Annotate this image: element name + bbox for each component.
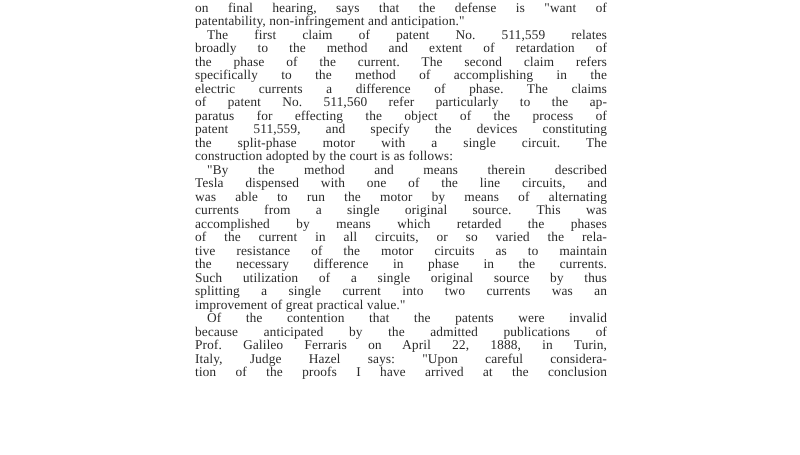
text-line: patentability, non-infringement and anticipation.": [195, 13, 465, 28]
text-line: the necessary difference in phase in the currents.: [195, 256, 607, 271]
text-line: accomplished by means which retarded the phases: [195, 215, 607, 231]
text-line: specifically to the method of accomplishing in the: [195, 67, 607, 82]
text-column: [195, 0, 607, 379]
text-line: of the current in all circuits, or so varied the rela-: [195, 229, 607, 244]
text-line: splitting a single current into two currents was an: [195, 283, 607, 298]
text-line: broadly to the method and extent of retardation of: [195, 40, 607, 55]
text-line: was able to run the motor by means of alternating: [195, 188, 607, 204]
text-line: Such utilization of a single original source by thus: [195, 269, 607, 285]
text-line: currents from a single original source. This was: [195, 202, 607, 217]
text-line: tive resistance of the motor circuits as to maintain: [195, 242, 607, 258]
text-line: tion of the proofs I have arrived at the conclusion: [195, 364, 607, 379]
text-line: improvement of great practical value.": [195, 296, 406, 312]
text-line: Tesla dispensed with one of the line circuits, and: [195, 175, 607, 190]
text-line: Of the contention that the patents were invalid: [207, 310, 607, 325]
text-line: the phase of the current. The second claim refers: [195, 53, 607, 69]
text-line: The first claim of patent No. 511,559 relates: [207, 26, 607, 42]
text-line: "By the method and means therein described: [207, 161, 607, 177]
text-line: construction adopted by the court is as follows:: [195, 148, 454, 163]
text-line: Prof. Galileo Ferraris on April 22, 1888, in Turin,: [195, 337, 607, 352]
text-line: electric currents a difference of phase. The claims: [195, 80, 607, 96]
text-line: of patent No. 511,560 refer particularly to the ap-: [195, 94, 607, 109]
text-line: the split-phase motor with a single circuit. The: [195, 134, 607, 150]
text-line: patent 511,559, and specify the devices constituting: [195, 121, 607, 136]
text-line: paratus for effecting the object of the process of: [195, 107, 607, 123]
text-line: because anticipated by the admitted publications of: [195, 323, 607, 339]
text-line: Italy, Judge Hazel says: "Upon careful considera-: [195, 350, 607, 366]
text-line: on final hearing, says that the defense is "want of: [195, 0, 607, 15]
